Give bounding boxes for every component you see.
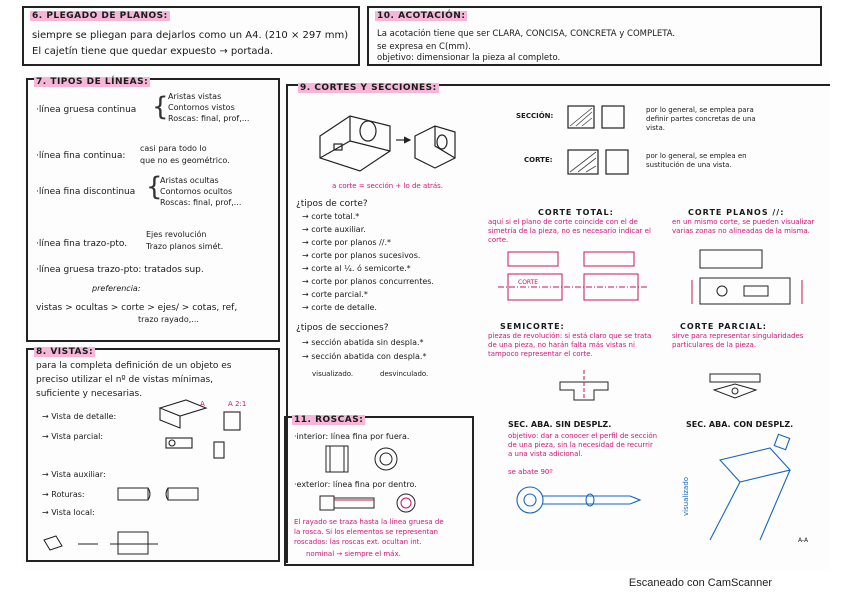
list-item: → Vista local: (42, 508, 95, 517)
section-tipos-lineas (26, 78, 280, 342)
note: nominal → siempre el máx. (306, 550, 401, 558)
isometric-sketch (310, 96, 460, 178)
label-detail: A 2:1 (228, 400, 247, 408)
semicorte-sketch (554, 368, 614, 402)
section-acotacion (367, 6, 822, 66)
list-item: → corte por planos //.* (302, 238, 392, 247)
section-title: 8. VISTAS: (36, 347, 94, 357)
text-line: La acotación tiene que ser CLARA, CONCISA, CONCRETA y COMPLETA. (377, 29, 676, 39)
section-title: 9. CORTES Y SECCIONES: (300, 83, 437, 93)
scanner-watermark: Escaneado con CamScanner (628, 577, 772, 589)
text-line: objetivo: dar a conocer el perfil de sección de una pieza, sin la necesidad de recurrir a una vista adicional. (508, 432, 658, 458)
list-item: → sección abatida con despla.* (302, 352, 427, 361)
corte-sketch (558, 144, 638, 184)
text-line: Trazo planos simét. (146, 242, 224, 251)
section-title: 6. PLEGADO DE PLANOS: (32, 11, 168, 21)
sec-sin-desplz-sketch (510, 482, 660, 522)
text-line: piezas de revolución: si está claro que se trata de una pieza, no harán falta más vistas ni tampoco representar el corte. (488, 332, 652, 358)
sec-con-desplz-sketch (680, 430, 828, 554)
text-line: casi para todo lo (140, 144, 207, 153)
subheading: SEMICORTE: (500, 322, 565, 331)
svg-text:A-A: A-A (798, 537, 809, 544)
list-item: → Vista parcial: (42, 432, 104, 441)
text-line: Ejes revolución (146, 230, 207, 239)
list-item: → corte parcial.* (302, 290, 368, 299)
text-line: trazo rayado,... (138, 315, 199, 324)
text-line: objetivo: dimensionar la pieza al completo. (377, 53, 561, 63)
text-line: preferencia: (92, 284, 141, 293)
corte-total-sketch (488, 246, 658, 306)
text-line: El cajetín tiene que quedar expuesto → portada. (32, 46, 274, 57)
label-corte: CORTE: (524, 156, 553, 164)
brace: { (146, 172, 163, 202)
list-item: → corte total.* (302, 212, 360, 221)
text-line: visualizado. (312, 370, 354, 378)
text-line: se expresa en C(mm). (377, 42, 471, 52)
vistas-sketch (146, 398, 256, 470)
section-plegado (22, 6, 360, 66)
list-item: → sección abatida sin despla.* (302, 338, 424, 347)
section-roscas (284, 416, 474, 566)
svg-text:CORTE: CORTE (518, 279, 539, 286)
text-line: en un mismo corte, se pueden visualizar varias zonas no alineadas de la misma. (672, 218, 815, 235)
section-title: 10. ACOTACIÓN: (377, 11, 466, 21)
text-line: siempre se pliegan para dejarlos como un A4. (210 × 297 mm) (32, 30, 349, 41)
vista-local-sketch (38, 526, 188, 558)
rotura-sketch (112, 484, 212, 504)
subheading: CORTE PLANOS //: (688, 208, 785, 217)
section-vistas (26, 348, 280, 562)
section-title: 11. ROSCAS: (294, 415, 364, 425)
text-line: suficiente y necesarias. (36, 389, 143, 399)
subheading: SEC. ABA. CON DESPLZ. (686, 420, 794, 429)
text-line: Aristas ocultas (160, 176, 219, 185)
text-line: sirve para representar singularidades particulares de la pieza. (672, 332, 804, 349)
text-line: ·línea fina continua: (36, 151, 126, 161)
text-line: se abate 90º (508, 468, 553, 476)
note: El rayado se traza hasta la línea gruesa de (294, 518, 444, 526)
list-item: → corte al ¼. ó semicorte.* (302, 264, 411, 273)
list-item: → corte por planos concurrentes. (302, 277, 434, 286)
subheading: CORTE PARCIAL: (680, 322, 767, 331)
text-line: Contornos vistos (168, 103, 235, 112)
label-seccion: SECCIÓN: (516, 112, 554, 120)
section-sketch (558, 98, 638, 138)
subheading: CORTE TOTAL: (538, 208, 614, 217)
note: la rosca. Si los elementos se representan (294, 528, 438, 536)
text-line: desvinculado. (380, 370, 429, 378)
question: ¿tipos de corte? (296, 199, 368, 209)
corte-planos-sketch (672, 246, 828, 312)
rosca-ext-sketch (316, 490, 436, 516)
text-line: por lo general, se emplea para definir partes concretas de una vista. (646, 106, 756, 132)
list-item: → corte por planos sucesivos. (302, 251, 421, 260)
list-item: → corte de detalle. (302, 303, 377, 312)
text-line: por lo general, se emplea en sustitución de una vista. (646, 152, 747, 169)
text-line: Roscas: final, prof,... (160, 198, 242, 207)
list-item: → Vista de detalle: (42, 412, 117, 421)
caption: a corte = sección + lo de atrás. (332, 182, 444, 190)
subheading: SEC. ABA. SIN DESPLZ. (508, 420, 612, 429)
text-line: Roscas: final, prof,... (168, 114, 250, 123)
rosca-int-sketch (316, 444, 436, 474)
text-line: ·línea gruesa trazo-pto: tratados sup. (36, 265, 204, 275)
svg-text:visualizado: visualizado (682, 476, 690, 516)
text-line: aquí si el plano de corte coincide con el de simetría de la pieza, no es necesario indicar el corte. (488, 218, 651, 244)
text-line: vistas > ocultas > corte > ejes/ > cotas, ref, (36, 303, 238, 313)
text-line: preciso utilizar el nº de vistas mínimas, (36, 375, 214, 385)
text-line: ·línea fina trazo-pto. (36, 239, 128, 249)
text-line: que no es geométrico. (140, 156, 230, 165)
text-line: ·exterior: línea fina por dentro. (294, 480, 417, 489)
list-item: → corte auxiliar. (302, 225, 366, 234)
text-line: ·línea fina discontinua (36, 187, 136, 197)
section-title: 7. TIPOS DE LÍNEAS: (36, 77, 149, 87)
corte-parcial-sketch (700, 368, 770, 404)
text-line: para la completa definición de un objeto es (36, 361, 232, 371)
text-line: ·línea gruesa continua (36, 105, 137, 115)
list-item: → Roturas: (42, 490, 85, 499)
brace: { (152, 92, 169, 122)
text-line: ·interior: línea fina por fuera. (294, 432, 410, 441)
text-line: Aristas vistas (168, 92, 222, 101)
note: roscados: las roscas ext. ocultan int. (294, 538, 422, 546)
label-detail: A (200, 400, 205, 408)
text-line: Contornos ocultos (160, 187, 233, 196)
scanned-page (22, 4, 830, 570)
list-item: → Vista auxiliar: (42, 470, 106, 479)
question: ¿tipos de secciones? (296, 323, 389, 333)
